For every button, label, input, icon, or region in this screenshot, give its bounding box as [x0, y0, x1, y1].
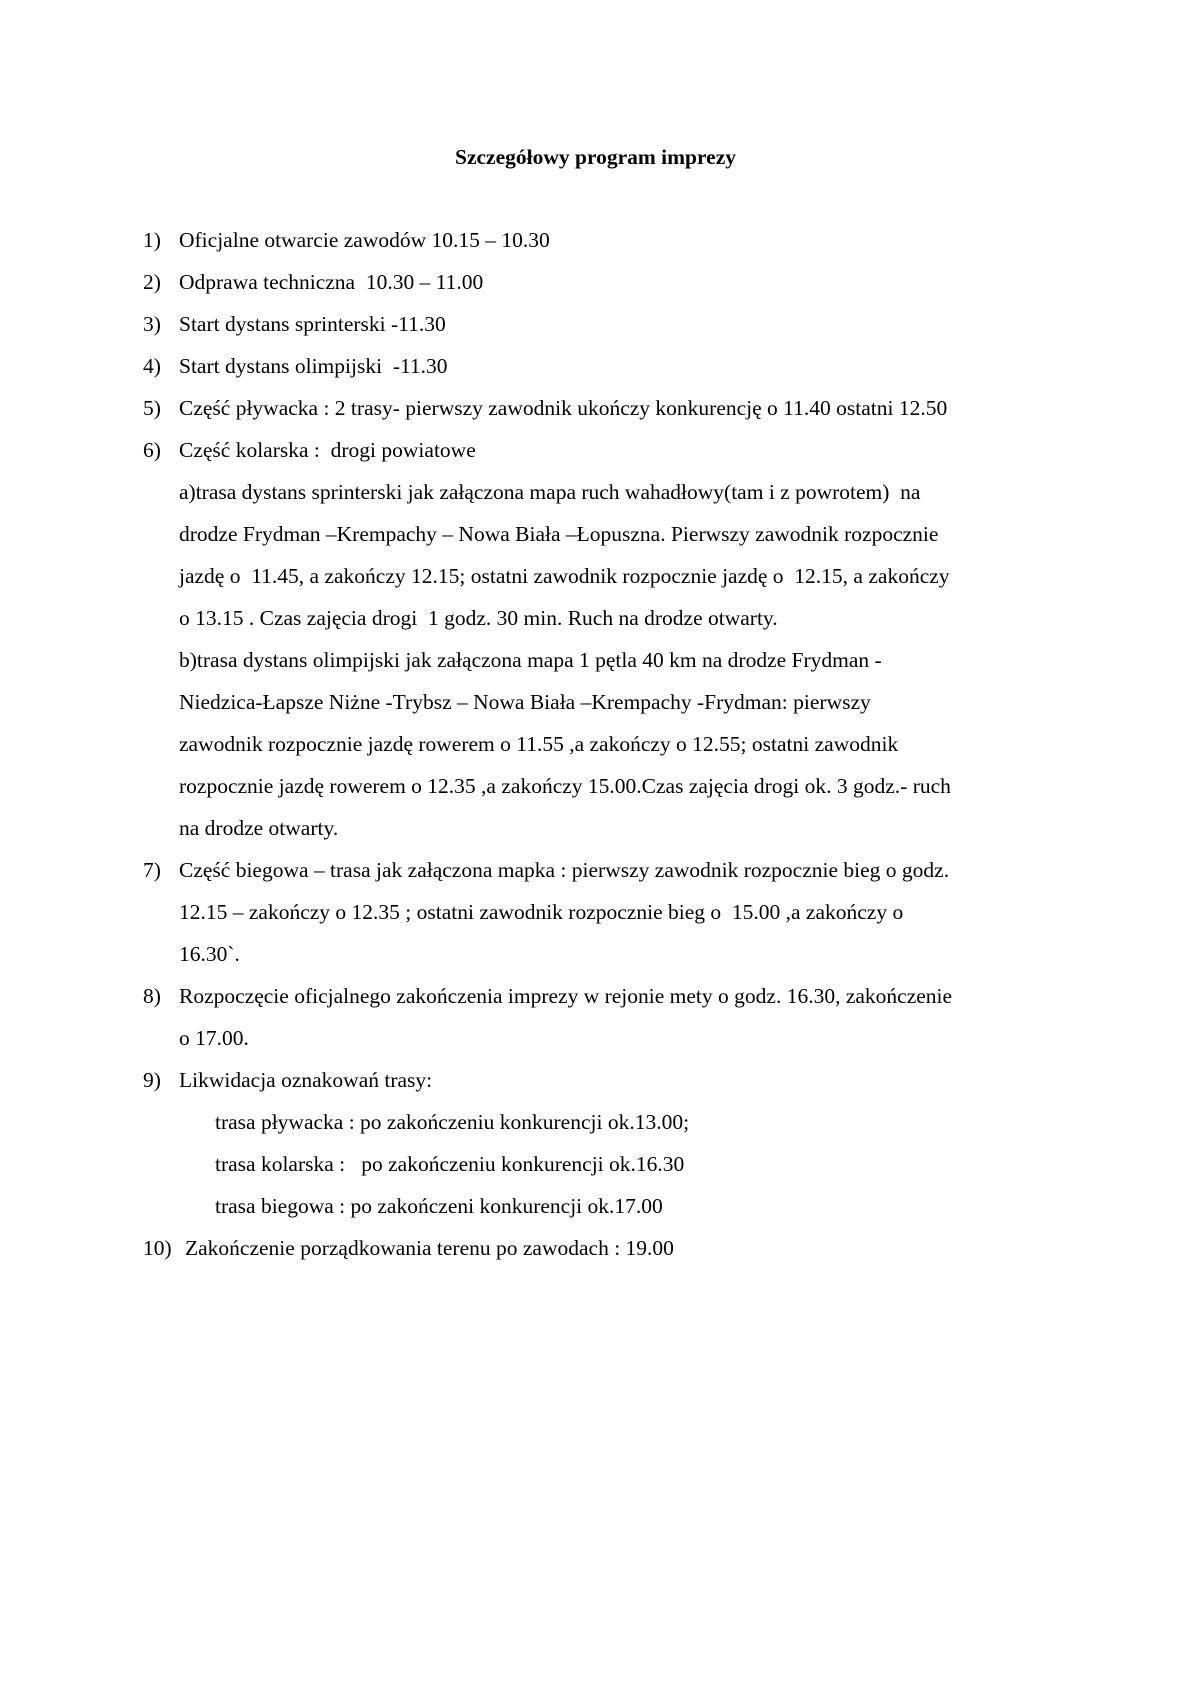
- item-text: Część pływacka : 2 trasy- pierwszy zawodnik ukończy konkurencję o 11.40 ostatni 12.50: [179, 396, 948, 420]
- item-text: Niedzica-Łapsze Niżne -Trybsz – Nowa Biała –Krempachy -Frydman: pierwszy: [179, 690, 871, 714]
- item-number: 3): [143, 312, 161, 336]
- item-subline: trasa pływacka : po zakończeniu konkurencji ok.13.00;: [215, 1110, 690, 1134]
- item-text: Rozpoczęcie oficjalnego zakończenia imprezy w rejonie mety o godz. 16.30, zakończenie: [179, 984, 953, 1008]
- item-number: 6): [143, 438, 161, 462]
- item-text: Likwidacja oznakowań trasy:: [179, 1068, 433, 1092]
- item-text: b)trasa dystans olimpijski jak załączona mapa 1 pętla 40 km na drodze Frydman -: [179, 648, 882, 672]
- item-number: 7): [143, 858, 161, 882]
- item-number: 1): [143, 228, 161, 252]
- item-number: 10): [143, 1236, 172, 1260]
- item-text: 12.15 – zakończy o 12.35 ; ostatni zawodnik rozpocznie bieg o 15.00 ,a zakończy o: [179, 900, 904, 924]
- item-number: 8): [143, 984, 161, 1008]
- item-text: Część biegowa – trasa jak załączona mapka : pierwszy zawodnik rozpocznie bieg o godz.: [179, 858, 950, 882]
- item-number: 9): [143, 1068, 161, 1092]
- item-text: Odprawa techniczna 10.30 – 11.00: [179, 270, 484, 294]
- item-text: drodze Frydman –Krempachy – Nowa Biała –Łopuszna. Pierwszy zawodnik rozpocznie: [179, 522, 939, 546]
- item-text: a)trasa dystans sprinterski jak załączona mapa ruch wahadłowy(tam i z powrotem) na: [179, 480, 921, 504]
- item-subline: trasa biegowa : po zakończeni konkurencji ok.17.00: [215, 1194, 663, 1218]
- item-subline: trasa kolarska : po zakończeniu konkurencji ok.16.30: [215, 1152, 685, 1176]
- item-number: 4): [143, 354, 161, 378]
- item-text: 16.30`.: [179, 942, 240, 966]
- item-text: na drodze otwarty.: [179, 816, 339, 840]
- item-text: o 17.00.: [179, 1026, 249, 1050]
- item-text: rozpocznie jazdę rowerem o 12.35 ,a zakończy 15.00.Czas zajęcia drogi ok. 3 godz.- ruch: [179, 774, 951, 798]
- item-text: o 13.15 . Czas zajęcia drogi 1 godz. 30 min. Ruch na drodze otwarty.: [179, 606, 778, 630]
- item-number: 5): [143, 396, 161, 420]
- item-text: Start dystans sprinterski -11.30: [179, 312, 446, 336]
- document-title: Szczegółowy program imprezy: [454, 145, 737, 169]
- item-number: 2): [143, 270, 161, 294]
- item-text: Start dystans olimpijski -11.30: [179, 354, 448, 378]
- item-text: Zakończenie porządkowania terenu po zawodach : 19.00: [185, 1236, 674, 1260]
- item-text: jazdę o 11.45, a zakończy 12.15; ostatni zawodnik rozpocznie jazdę o 12.15, a zakończy: [179, 564, 950, 588]
- item-text: Część kolarska : drogi powiatowe: [179, 438, 476, 462]
- item-text: zawodnik rozpocznie jazdę rowerem o 11.55 ,a zakończy o 12.55; ostatni zawodnik: [179, 732, 899, 756]
- item-text: Oficjalne otwarcie zawodów 10.15 – 10.30: [179, 228, 550, 252]
